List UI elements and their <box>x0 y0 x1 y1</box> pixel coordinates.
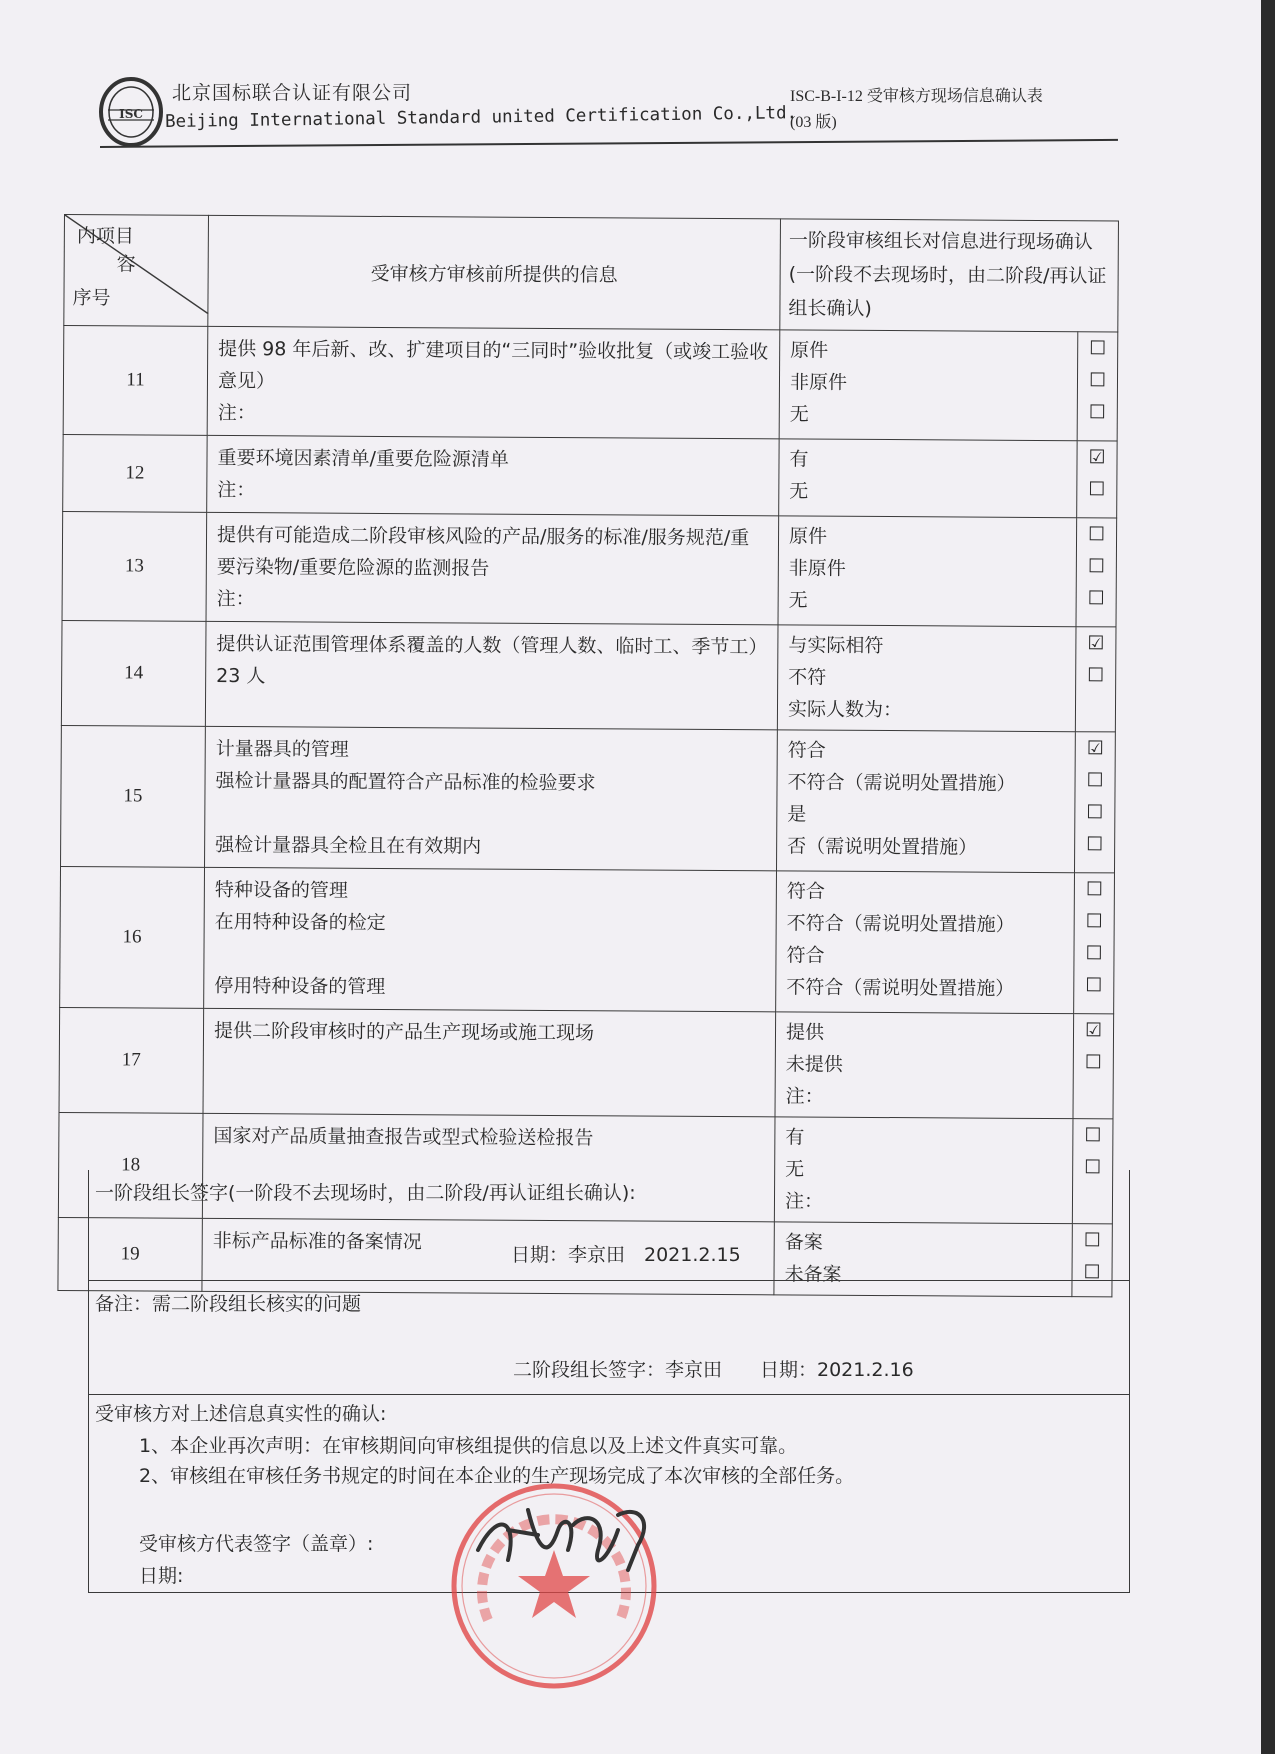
svg-text:ISC: ISC <box>119 107 143 121</box>
option-label: 无 <box>788 589 808 612</box>
row-description-line: 提供有可能造成二阶段审核风险的产品/服务的标准/服务规范/重要污染物/重要危险源的监测报告 <box>216 523 750 580</box>
option-label: 是 <box>787 803 807 826</box>
row-number: 11 <box>63 326 208 436</box>
checked-checkbox-icon[interactable]: ☑ <box>1086 737 1104 760</box>
row-description-cell <box>203 1008 776 1116</box>
row-description-line <box>215 797 766 832</box>
table-row <box>60 866 1115 1013</box>
confirm-title: 受审核方对上述信息真实性的确认: <box>95 1403 387 1425</box>
company-name-cn: 北京国标联合认证有限公司 <box>172 82 413 104</box>
form-title: ISC-B-I-12 受审核方现场信息确认表 <box>790 88 1043 105</box>
row-description-line: 特种设备的管理 <box>214 878 348 902</box>
row-description-line: 停用特种设备的管理 <box>214 974 386 998</box>
checkbox-icon[interactable]: ☐ <box>1085 942 1103 965</box>
confirm-item-2: 2、审核组在审核任务书规定的时间在本企业的生产现场完成了本次审核的全部任务。 <box>139 1465 855 1487</box>
row-description-line: 在用特种设备的检定 <box>214 910 386 934</box>
form-version: (03 版) <box>790 114 837 131</box>
row-checkbox-cell <box>1074 732 1115 873</box>
row-number: 13 <box>62 511 207 621</box>
table-row <box>63 434 1117 517</box>
option-label: 非原件 <box>789 371 848 394</box>
row-description-line: 注： <box>216 587 255 611</box>
row-number: 12 <box>63 434 207 512</box>
table-header-row <box>64 215 1119 332</box>
diagonal-header-cell <box>64 215 209 327</box>
option-label: 无 <box>789 480 809 503</box>
checkbox-icon[interactable]: ☐ <box>1087 664 1105 687</box>
option-label: 不符合（需说明处置措施） <box>786 976 1015 1000</box>
option-label: 无 <box>785 1158 805 1181</box>
info-table <box>57 214 1119 1297</box>
option-label: 未备案 <box>784 1263 842 1286</box>
row-number: 18 <box>58 1112 203 1218</box>
option-label: 备案 <box>784 1231 823 1254</box>
option-label: 实际人数为： <box>787 698 903 722</box>
row-options-cell <box>776 871 1075 1014</box>
option-label: 无 <box>789 403 809 426</box>
row-description-line: 提供认证范围管理体系覆盖的人数（管理人数、临时工、季节工）23 人 <box>216 632 768 688</box>
option-label: 符合 <box>786 880 825 903</box>
scan-edge <box>1261 0 1275 1754</box>
row-description-line: 国家对产品质量抽查报告或型式检验送检报告 <box>213 1124 594 1150</box>
row-description-line: 强检计量器具全检且在有效期内 <box>215 833 482 858</box>
option-label: 有 <box>785 1126 805 1149</box>
row-options-cell <box>777 625 1076 732</box>
table-row <box>61 725 1116 872</box>
row-number: 17 <box>59 1007 204 1113</box>
checkbox-icon[interactable]: ☐ <box>1086 801 1104 824</box>
option-label: 注： <box>785 1085 824 1108</box>
row-description-cell <box>206 512 779 624</box>
option-label: 有 <box>789 448 809 471</box>
row-number: 15 <box>61 725 206 867</box>
checkbox-icon[interactable]: ☐ <box>1088 478 1106 501</box>
row-checkbox-cell <box>1075 627 1116 732</box>
option-label: 非原件 <box>788 557 846 580</box>
checkbox-icon[interactable]: ☐ <box>1085 878 1103 901</box>
table-row <box>59 1007 1114 1118</box>
isc-logo-icon <box>98 76 164 148</box>
remark-section <box>88 1281 1130 1395</box>
row-checkbox-cell <box>1076 518 1117 627</box>
option-label: 不符合（需说明处置措施） <box>787 771 1016 795</box>
checkbox-icon[interactable]: ☐ <box>1088 369 1107 392</box>
checkbox-icon[interactable]: ☐ <box>1086 769 1104 792</box>
row-checkbox-cell <box>1074 873 1115 1014</box>
row-description-line: 非标产品标准的备案情况 <box>212 1229 422 1254</box>
option-label: 否（需说明处置措施） <box>787 835 978 859</box>
diag-label-bottom: 序号 <box>72 287 111 310</box>
checkbox-icon[interactable]: ☐ <box>1087 555 1105 578</box>
option-label: 不符合（需说明处置措施） <box>786 912 1015 936</box>
option-label: 符合 <box>787 739 826 762</box>
checkbox-icon[interactable]: ☐ <box>1089 337 1107 360</box>
row-description-cell <box>205 726 778 870</box>
row-description-cell <box>207 326 780 438</box>
row-options-cell <box>778 516 1077 627</box>
option-label: 原件 <box>790 339 829 362</box>
row-number: 19 <box>58 1217 202 1291</box>
checkbox-icon[interactable]: ☐ <box>1083 1261 1101 1284</box>
row-description-line: 计量器具的管理 <box>215 737 349 761</box>
row-description-line: 重要环境因素清单/重要危险源清单 <box>217 446 509 471</box>
option-label: 原件 <box>788 525 828 548</box>
checkbox-icon[interactable]: ☐ <box>1084 1051 1102 1074</box>
header-divider <box>100 139 1118 148</box>
option-label: 提供 <box>785 1021 825 1044</box>
checkbox-icon[interactable]: ☐ <box>1086 833 1104 856</box>
row-description-line: 注： <box>217 478 256 502</box>
stage2-sign-line: 二阶段组长签字：李京田 日期：2021.2.16 <box>513 1359 914 1381</box>
option-label: 符合 <box>786 944 825 967</box>
option-label: 不符 <box>788 666 827 689</box>
checked-checkbox-icon[interactable]: ☑ <box>1084 1019 1103 1042</box>
checked-checkbox-icon[interactable]: ☑ <box>1088 446 1106 469</box>
table-row <box>62 511 1117 626</box>
form-code <box>790 84 1043 136</box>
row-checkbox-cell <box>1077 332 1118 441</box>
checkbox-icon[interactable]: ☐ <box>1087 587 1105 610</box>
row-description-line: 强检计量器具的配置符合产品标准的检验要求 <box>215 769 596 795</box>
row-description-line: 注： <box>217 401 256 425</box>
row-number: 16 <box>60 866 205 1008</box>
row-number: 14 <box>61 620 206 726</box>
row-description-line <box>214 938 765 973</box>
row-checkbox-cell <box>1077 441 1117 518</box>
header-info: 受审核方审核前所提供的信息 <box>370 262 618 286</box>
company-name-en: Beijing International Standard united Certification Co.,Ltd. <box>164 103 798 132</box>
rep-date-label: 日期: <box>139 1565 184 1587</box>
remark-label: 备注：需二阶段组长核实的问题 <box>95 1293 362 1315</box>
checkbox-icon[interactable]: ☐ <box>1088 401 1106 424</box>
table-row <box>63 326 1118 441</box>
header-confirm: 一阶段审核组长对信息进行现场确认(一阶段不去现场时，由二阶段/再认证组长确认) <box>788 229 1107 320</box>
row-options-cell <box>779 439 1077 518</box>
row-description-cell <box>207 435 779 515</box>
checkbox-icon[interactable]: ☐ <box>1084 1156 1102 1179</box>
row-options-cell <box>779 330 1078 441</box>
stage1-section <box>88 1170 1130 1281</box>
row-description-cell <box>205 621 778 729</box>
checkbox-icon[interactable]: ☐ <box>1085 974 1103 997</box>
row-description-line: 提供二阶段审核时的产品生产现场或施工现场 <box>213 1019 595 1045</box>
diag-label-mid: 容 <box>116 253 136 276</box>
diag-label-top: 内项目 <box>76 225 134 248</box>
option-label: 未提供 <box>785 1053 843 1076</box>
row-checkbox-cell <box>1073 1014 1114 1119</box>
option-label: 与实际相符 <box>788 634 884 658</box>
checkbox-icon[interactable]: ☐ <box>1084 1124 1102 1147</box>
option-label: 注： <box>784 1190 824 1213</box>
row-options-cell <box>777 730 1076 873</box>
checkbox-icon[interactable]: ☐ <box>1087 523 1106 546</box>
handwritten-signature <box>468 1490 668 1600</box>
confirm-item-1: 1、本企业再次声明：在审核期间向审核组提供的信息以及上述文件真实可靠。 <box>139 1435 798 1457</box>
row-description-cell <box>204 867 777 1011</box>
rep-sign-label: 受审核方代表签字（盖章）: <box>139 1533 374 1555</box>
checked-checkbox-icon[interactable]: ☑ <box>1087 632 1105 655</box>
stage1-label: 一阶段组长签字(一阶段不去现场时，由二阶段/再认证组长确认): <box>95 1182 636 1204</box>
checkbox-icon[interactable]: ☐ <box>1083 1229 1101 1252</box>
stage1-date: 日期：李京田 2021.2.15 <box>511 1244 741 1266</box>
table-row <box>61 620 1116 731</box>
row-description-line: 提供 98 年后新、改、扩建项目的“三同时”验收批复（或竣工验收意见） <box>217 337 769 393</box>
checkbox-icon[interactable]: ☐ <box>1085 910 1103 933</box>
row-options-cell <box>775 1012 1074 1119</box>
